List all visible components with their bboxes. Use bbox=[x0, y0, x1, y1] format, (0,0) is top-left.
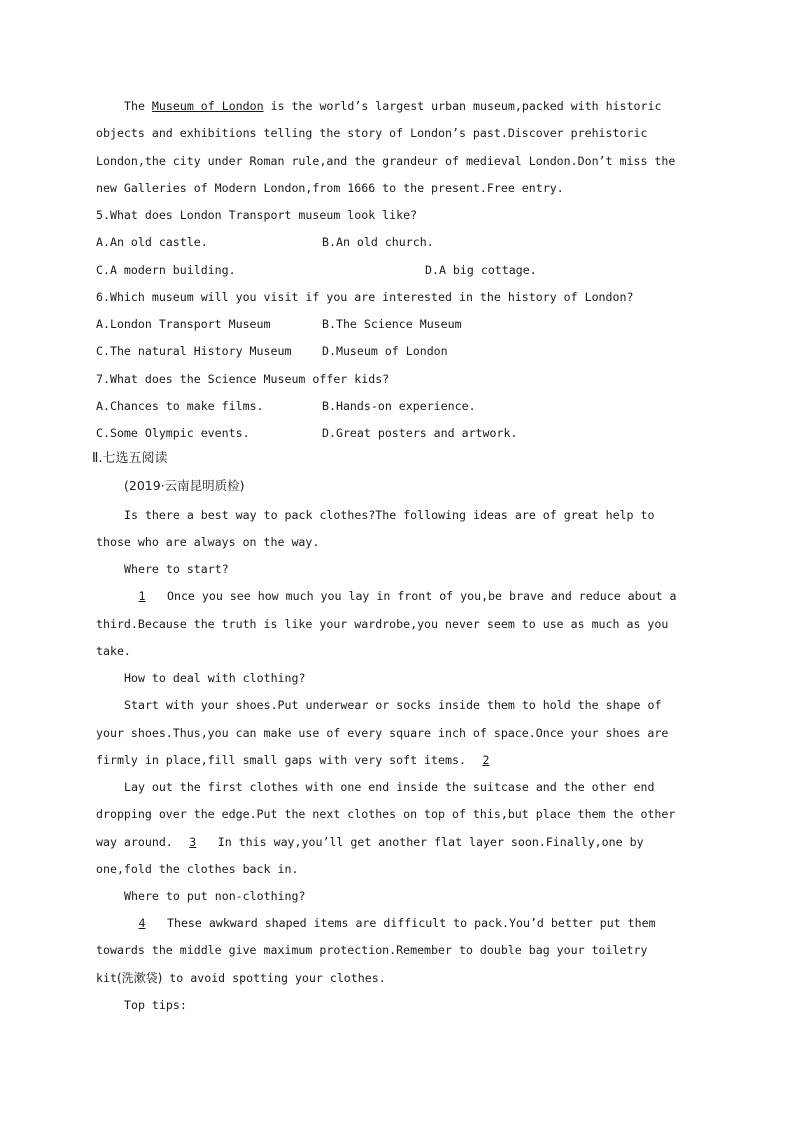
question-stem: 7.What does the Science Museum offer kids? bbox=[96, 372, 390, 386]
passage-line: objects and exhibitions telling the story of London’s past.Discover prehistoric bbox=[96, 126, 648, 140]
passage-line bbox=[96, 970, 386, 986]
passage-text: way around. bbox=[96, 835, 173, 849]
passage-text: to avoid spotting your clothes. bbox=[162, 971, 386, 985]
blank-3[interactable]: 3 bbox=[189, 835, 197, 849]
passage-line bbox=[124, 915, 656, 931]
passage-line bbox=[124, 98, 661, 114]
passage-text: firmly in place,fill small gaps with very soft items. bbox=[96, 753, 466, 767]
chinese-gloss: (洗漱袋) bbox=[116, 971, 163, 985]
subheading: Where to put non-clothing? bbox=[124, 889, 306, 903]
answer-option: B.Hands-on experience. bbox=[322, 399, 476, 413]
passage-line: London,the city under Roman rule,and the grandeur of medieval London.Don’t miss the bbox=[96, 154, 676, 168]
passage-line bbox=[124, 588, 677, 604]
answer-option: A.Chances to make films. bbox=[96, 399, 264, 413]
passage-line: dropping over the edge.Put the next clothes on top of this,but place them the other bbox=[96, 807, 676, 821]
passage-line: Lay out the first clothes with one end inside the suitcase and the other end bbox=[124, 780, 655, 794]
answer-option: B.The Science Museum bbox=[322, 317, 462, 331]
passage-text: In this way,you’ll get another flat layer soon.Finally,one by bbox=[210, 835, 644, 849]
museum-name-underlined: Museum of London bbox=[151, 99, 264, 113]
answer-option: C.A modern building. bbox=[96, 263, 236, 277]
source-note: (2019·云南昆明质检) bbox=[124, 478, 245, 493]
section-heading: Ⅱ.七选五阅读 bbox=[92, 451, 168, 466]
passage-line: Is there a best way to pack clothes?The following ideas are of great help to bbox=[124, 508, 655, 522]
blank-1[interactable]: 1 bbox=[138, 589, 146, 603]
passage-line: towards the middle give maximum protection.Remember to double bag your toiletry bbox=[96, 943, 648, 957]
passage-line: your shoes.Thus,you can make use of every square inch of space.Once your shoes are bbox=[96, 726, 669, 740]
answer-option: A.An old castle. bbox=[96, 235, 208, 249]
subheading: Where to start? bbox=[124, 562, 229, 576]
passage-text: These awkward shaped items are difficult to pack.You’d better put them bbox=[160, 916, 656, 930]
passage-line: new Galleries of Modern London,from 1666 to the present.Free entry. bbox=[96, 181, 564, 195]
passage-text: is the world’s largest urban museum,packed with historic bbox=[263, 99, 662, 113]
passage-line: one,fold the clothes back in. bbox=[96, 862, 299, 876]
question-stem: 5.What does London Transport museum look like? bbox=[96, 208, 418, 222]
passage-line: take. bbox=[96, 644, 131, 658]
blank-4[interactable]: 4 bbox=[138, 916, 146, 930]
answer-option: C.Some Olympic events. bbox=[96, 426, 250, 440]
passage-text: The bbox=[124, 99, 152, 113]
passage-line bbox=[96, 834, 644, 850]
blank-2[interactable]: 2 bbox=[482, 753, 490, 767]
passage-line: those who are always on the way. bbox=[96, 535, 320, 549]
passage-text: Once you see how much you lay in front of you,be brave and reduce about a bbox=[160, 589, 677, 603]
question-stem: 6.Which museum will you visit if you are interested in the history of London? bbox=[96, 290, 634, 304]
answer-option: B.An old church. bbox=[322, 235, 434, 249]
answer-option: D.Great posters and artwork. bbox=[322, 426, 518, 440]
passage-line: third.Because the truth is like your wardrobe,you never seem to use as much as you bbox=[96, 617, 669, 631]
passage-text: kit bbox=[96, 971, 117, 985]
answer-option: C.The natural History Museum bbox=[96, 344, 292, 358]
answer-option: D.A big cottage. bbox=[425, 263, 537, 277]
answer-option: A.London Transport Museum bbox=[96, 317, 271, 331]
passage-line bbox=[96, 752, 504, 768]
subheading: How to deal with clothing? bbox=[124, 671, 306, 685]
passage-line: Start with your shoes.Put underwear or socks inside them to hold the shape of bbox=[124, 698, 662, 712]
answer-option: D.Museum of London bbox=[322, 344, 448, 358]
subheading: Top tips: bbox=[124, 998, 187, 1012]
